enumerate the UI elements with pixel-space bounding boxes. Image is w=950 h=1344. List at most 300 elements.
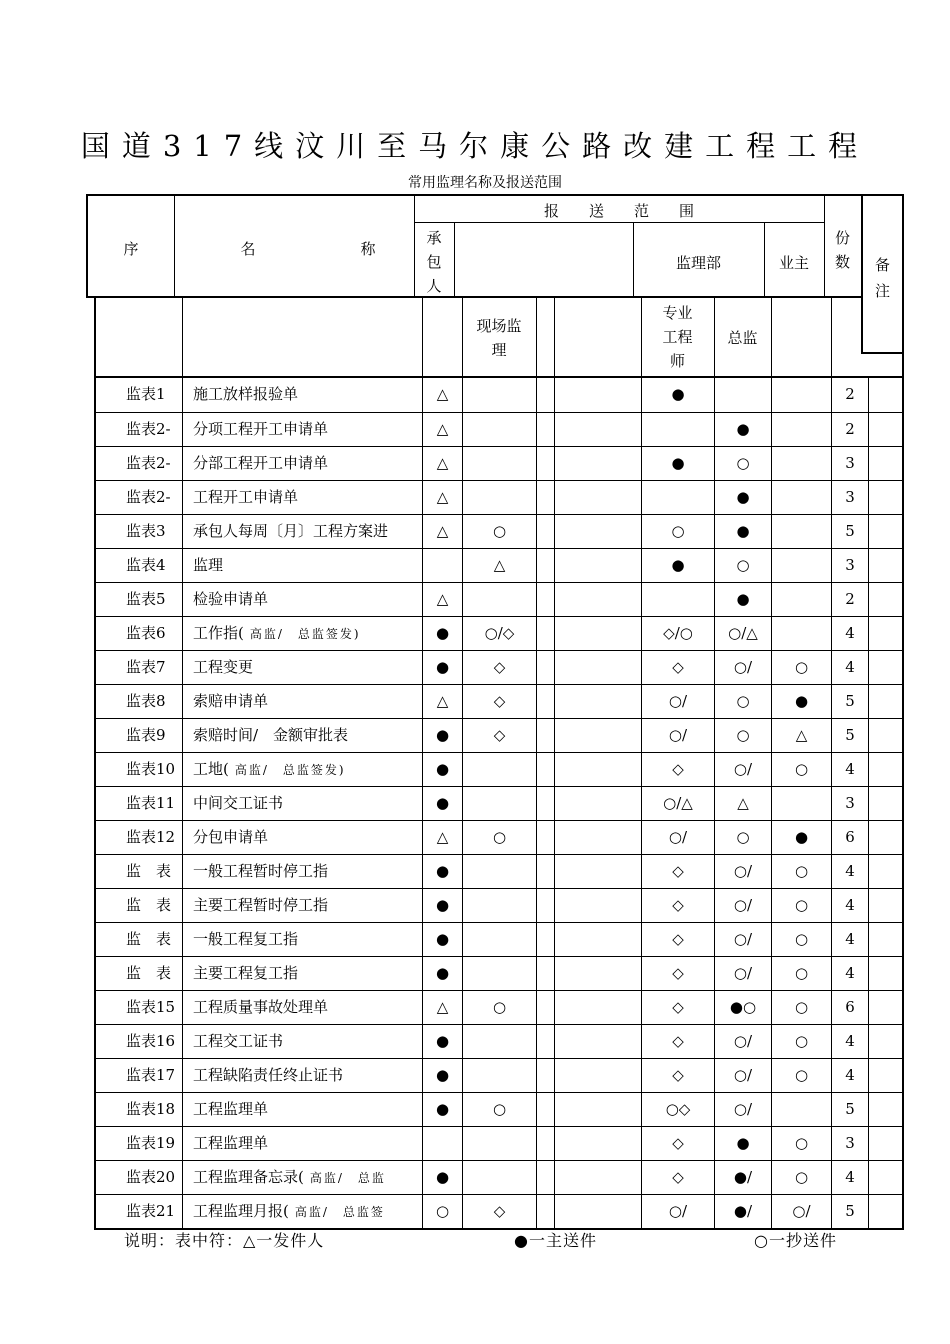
row-symbol [462,753,536,786]
table-row [96,480,902,514]
row-symbol [554,1195,641,1228]
row-remarks [868,719,902,752]
row-symbol: ○ [771,991,831,1024]
row-symbol [422,549,462,582]
row-remarks [868,991,902,1024]
row-symbol: △ [422,821,462,854]
row-symbol [554,991,641,1024]
row-symbol: ○/ [714,753,771,786]
row-remarks [868,855,902,888]
row-symbol: ◇ [641,1161,714,1194]
row-symbol [462,1127,536,1160]
header-name-a: 名 [240,240,256,258]
row-symbol [536,447,554,480]
row-code: 监表21 [126,1202,176,1220]
row-symbol [536,1161,554,1194]
row-symbol [554,923,641,956]
row-name: 主要工程复工指 [182,957,422,990]
row-name: 索赔时间/ 金额审批表 [182,719,422,752]
row-symbol: ● [771,685,831,718]
row-name: 工程质量事故处理单 [182,991,422,1024]
row-symbol [536,1059,554,1092]
row-code: 监表18 [126,1100,176,1118]
row-symbol: ● [714,583,771,616]
table-row [96,1126,902,1160]
row-symbol [536,923,554,956]
row-symbol: ●/ [714,1161,771,1194]
row-remarks [868,1195,902,1228]
row-name: 分部工程开工申请单 [182,447,422,480]
legend-main: ●一主送件 [514,1231,597,1250]
row-symbol: ○/ [714,1093,771,1126]
row-copies: 4 [831,1059,868,1092]
row-code: 监表4 [126,556,166,574]
row-symbol: ○ [771,957,831,990]
row-symbol: ○ [462,991,536,1024]
row-copies: 2 [831,378,868,412]
row-symbol [554,1093,641,1126]
table-row [96,616,902,650]
row-symbol: ○ [422,1195,462,1228]
row-symbol: ○/ [714,889,771,922]
row-symbol: ○ [771,1161,831,1194]
row-symbol [462,481,536,514]
row-symbol [554,855,641,888]
row-symbol [462,787,536,820]
row-symbol: ○ [462,515,536,548]
row-symbol: ○ [771,923,831,956]
row-code: 监表19 [126,1134,176,1152]
row-symbol [536,378,554,412]
row-name: 工地( 高监/ 总监签发) [182,753,422,786]
row-symbol: △ [714,787,771,820]
row-symbol [771,447,831,480]
row-copies: 2 [831,583,868,616]
row-name: 一般工程复工指 [182,923,422,956]
row-symbol: ○ [771,889,831,922]
row-symbol: ● [422,617,462,650]
row-symbol [554,617,641,650]
table-row [96,786,902,820]
table-header [86,194,904,298]
row-symbol: ◇ [641,651,714,684]
row-name: 工程交工证书 [182,1025,422,1058]
row-code: 监 表 [126,862,172,880]
row-symbol: ○ [714,821,771,854]
row-symbol [554,1059,641,1092]
row-code: 监表12 [126,828,176,846]
row-symbol: ◇ [641,991,714,1024]
row-remarks [868,753,902,786]
row-remarks [868,481,902,514]
row-symbol: ● [422,1093,462,1126]
row-code: 监表7 [126,658,166,676]
document-title: 国道317线汶川至马尔康公路改建工程工程 [80,129,870,163]
row-copies: 2 [831,413,868,446]
row-symbol [462,583,536,616]
row-symbol [422,1127,462,1160]
table-body [94,376,904,1230]
row-name: 监理 [182,549,422,582]
row-symbol: ○/◇ [462,617,536,650]
row-symbol: ○/△ [714,617,771,650]
row-copies: 4 [831,855,868,888]
row-symbol: ◇ [641,1025,714,1058]
table-row [96,1160,902,1194]
row-remarks [868,1161,902,1194]
row-symbol [554,515,641,548]
table-row [96,412,902,446]
row-symbol: ◇ [641,889,714,922]
row-symbol: △ [422,515,462,548]
row-symbol: ○ [462,1093,536,1126]
row-symbol [771,617,831,650]
row-symbol: △ [422,481,462,514]
row-copies: 4 [831,923,868,956]
row-symbol [554,447,641,480]
table-row [96,888,902,922]
table-row [96,1024,902,1058]
row-code: 监 表 [126,930,172,948]
row-symbol: ○ [771,855,831,888]
table-row [96,514,902,548]
row-symbol: ● [771,821,831,854]
row-remarks [868,583,902,616]
row-copies: 4 [831,651,868,684]
header-report-scope: 报 送 范 围 [543,202,694,220]
header-owner: 业主 [778,254,809,272]
row-symbol [641,481,714,514]
table-row [96,446,902,480]
row-copies: 3 [831,447,868,480]
row-symbol [554,1127,641,1160]
row-name: 一般工程暂时停工指 [182,855,422,888]
row-symbol [771,1093,831,1126]
row-symbol [771,583,831,616]
row-symbol: ● [714,1127,771,1160]
row-symbol: △ [462,549,536,582]
row-symbol: ◇ [462,651,536,684]
row-symbol [771,413,831,446]
row-symbol [554,549,641,582]
row-symbol: ○/ [714,923,771,956]
row-symbol: ○ [462,821,536,854]
table-row [96,548,902,582]
row-remarks [868,1127,902,1160]
row-symbol: ○/ [641,821,714,854]
row-symbol [554,787,641,820]
row-copies: 3 [831,481,868,514]
table-row [96,1058,902,1092]
row-symbol: △ [422,685,462,718]
table-row [96,1194,902,1228]
row-symbol: ○/ [641,1195,714,1228]
row-symbol [462,378,536,412]
row-copies: 4 [831,1025,868,1058]
row-symbol [714,378,771,412]
row-name: 工程变更 [182,651,422,684]
row-copies: 5 [831,685,868,718]
row-symbol: ● [422,1161,462,1194]
row-copies: 5 [831,515,868,548]
row-copies: 3 [831,787,868,820]
row-symbol [554,957,641,990]
header-specialist-engineer: 专业 工程 师 [662,304,693,370]
table-row [96,1092,902,1126]
row-symbol [554,753,641,786]
row-remarks [868,413,902,446]
row-remarks [868,821,902,854]
row-code: 监表10 [126,760,176,778]
row-symbol [536,753,554,786]
row-symbol [536,719,554,752]
row-symbol: ◇ [462,685,536,718]
row-name: 工程开工申请单 [182,481,422,514]
header-seq: 序 [123,240,139,258]
row-symbol: ● [422,651,462,684]
row-symbol [536,787,554,820]
row-symbol: ● [422,787,462,820]
row-symbol: ○/ [714,1025,771,1058]
row-name: 承包人每周〔月〕工程方案进 [182,515,422,548]
row-symbol: ○◇ [641,1093,714,1126]
row-symbol [554,651,641,684]
row-remarks [868,515,902,548]
row-symbol: ○ [771,753,831,786]
row-symbol [554,378,641,412]
row-name: 检验申请单 [182,583,422,616]
row-name: 工程缺陷责任终止证书 [182,1059,422,1092]
row-symbol: ○ [641,515,714,548]
row-symbol [554,1161,641,1194]
row-symbol: ◇ [641,1127,714,1160]
row-symbol [554,889,641,922]
row-symbol: ● [422,855,462,888]
row-symbol: ○/ [641,719,714,752]
row-symbol [554,719,641,752]
row-symbol [641,413,714,446]
row-symbol: ● [641,378,714,412]
row-symbol: ○/△ [641,787,714,820]
row-symbol: ● [422,1025,462,1058]
row-remarks [868,447,902,480]
row-code: 监表2- [126,488,171,506]
header-remarks: 备 注 [861,194,904,354]
row-symbol [554,413,641,446]
row-symbol: ◇/○ [641,617,714,650]
row-code: 监表6 [126,624,166,642]
row-copies: 4 [831,753,868,786]
row-copies: 6 [831,991,868,1024]
row-symbol [462,889,536,922]
header-copies: 份 数 [834,229,850,271]
row-symbol: ◇ [641,923,714,956]
header-contractor: 承 包 人 [426,229,442,295]
row-symbol [462,957,536,990]
row-symbol [462,1059,536,1092]
row-symbol [462,855,536,888]
row-code: 监 表 [126,964,172,982]
row-code: 监表17 [126,1066,176,1084]
row-symbol: ◇ [641,855,714,888]
row-symbol [536,685,554,718]
row-code: 监 表 [126,896,172,914]
row-symbol: ● [422,1059,462,1092]
row-symbol [554,685,641,718]
row-symbol [536,1093,554,1126]
row-symbol [536,651,554,684]
table-row [96,922,902,956]
row-symbol [536,855,554,888]
row-symbol: ● [641,447,714,480]
row-code: 监表5 [126,590,166,608]
row-symbol: ○/ [714,651,771,684]
row-symbol: ● [422,923,462,956]
row-remarks [868,923,902,956]
row-copies: 3 [831,1127,868,1160]
row-symbol: ○ [771,1127,831,1160]
row-copies: 6 [831,821,868,854]
row-symbol: ○ [714,549,771,582]
row-remarks [868,957,902,990]
row-remarks [868,1025,902,1058]
table-row [96,684,902,718]
row-copies: 4 [831,1161,868,1194]
row-symbol [536,1195,554,1228]
row-symbol: ○/ [771,1195,831,1228]
table-row [96,820,902,854]
row-symbol [641,583,714,616]
row-code: 监表3 [126,522,166,540]
row-symbol: ● [422,889,462,922]
row-symbol [462,1161,536,1194]
row-symbol [536,515,554,548]
table-row [96,854,902,888]
table-row [96,990,902,1024]
row-symbol: △ [422,413,462,446]
row-symbol [536,991,554,1024]
row-symbol [462,923,536,956]
row-symbol [536,617,554,650]
row-symbol [536,1127,554,1160]
table-row [96,582,902,616]
row-symbol: △ [771,719,831,752]
row-copies: 4 [831,617,868,650]
row-symbol: △ [422,583,462,616]
table-subheader [94,298,904,376]
row-code: 监表9 [126,726,166,744]
row-symbol: △ [422,991,462,1024]
row-name: 工作指( 高监/ 总监签发) [182,617,422,650]
row-symbol [554,481,641,514]
row-symbol [462,447,536,480]
row-symbol: ● [714,515,771,548]
row-symbol [771,515,831,548]
row-symbol: ○/ [714,957,771,990]
row-symbol: ◇ [462,1195,536,1228]
row-name: 工程监理月报( 高监/ 总监签 [182,1195,422,1228]
row-name: 施工放样报验单 [182,378,422,412]
row-code: 监表1 [126,385,166,403]
row-symbol [554,1025,641,1058]
row-copies: 5 [831,719,868,752]
row-symbol: ○ [714,719,771,752]
row-remarks [868,787,902,820]
legend-prefix: 说明：表中符：△一发件人 [124,1231,325,1250]
row-symbol [536,889,554,922]
row-symbol [462,1025,536,1058]
row-remarks [868,617,902,650]
row-symbol [771,378,831,412]
row-code: 监表8 [126,692,166,710]
row-symbol: ○/ [641,685,714,718]
table-row [96,752,902,786]
header-site-supervisor: 现场监 理 [476,317,522,359]
row-symbol: ◇ [641,957,714,990]
row-code: 监表16 [126,1032,176,1050]
row-symbol: ○ [714,685,771,718]
row-code: 监表15 [126,998,176,1016]
row-name: 主要工程暂时停工指 [182,889,422,922]
row-symbol: ○ [771,651,831,684]
row-symbol: ●○ [714,991,771,1024]
row-symbol: ● [422,753,462,786]
row-remarks [868,651,902,684]
row-symbol: ○/ [714,1059,771,1092]
row-name: 分包申请单 [182,821,422,854]
row-symbol: ●/ [714,1195,771,1228]
row-symbol: ◇ [641,753,714,786]
row-code: 监表11 [126,794,176,812]
row-symbol: ○ [714,447,771,480]
row-symbol [771,787,831,820]
row-remarks [868,685,902,718]
table-row [96,650,902,684]
header-chief-supervisor: 总监 [727,329,758,347]
table-row [96,956,902,990]
row-symbol: ● [641,549,714,582]
header-supervision-dept: 监理部 [675,254,721,272]
row-symbol [771,481,831,514]
row-symbol [554,821,641,854]
row-symbol: ○/ [714,855,771,888]
row-remarks [868,1059,902,1092]
row-code: 监表2- [126,454,171,472]
row-code: 监表20 [126,1168,176,1186]
row-symbol [771,549,831,582]
row-name: 工程监理单 [182,1093,422,1126]
row-symbol [536,583,554,616]
document-subtitle: 常用监理名称及报送范围 [408,175,562,191]
row-copies: 3 [831,549,868,582]
row-name: 索赔申请单 [182,685,422,718]
row-symbol [536,821,554,854]
row-name: 分项工程开工申请单 [182,413,422,446]
row-remarks [868,378,902,412]
header-name-b: 称 [360,240,376,258]
row-remarks [868,1093,902,1126]
row-name: 工程监理单 [182,1127,422,1160]
row-copies: 5 [831,1195,868,1228]
row-code: 监表2- [126,420,171,438]
row-copies: 5 [831,1093,868,1126]
row-name: 中间交工证书 [182,787,422,820]
row-name: 工程监理备忘录( 高监/ 总监 [182,1161,422,1194]
row-remarks [868,549,902,582]
table-row [96,718,902,752]
row-symbol: ○ [771,1025,831,1058]
row-copies: 4 [831,889,868,922]
